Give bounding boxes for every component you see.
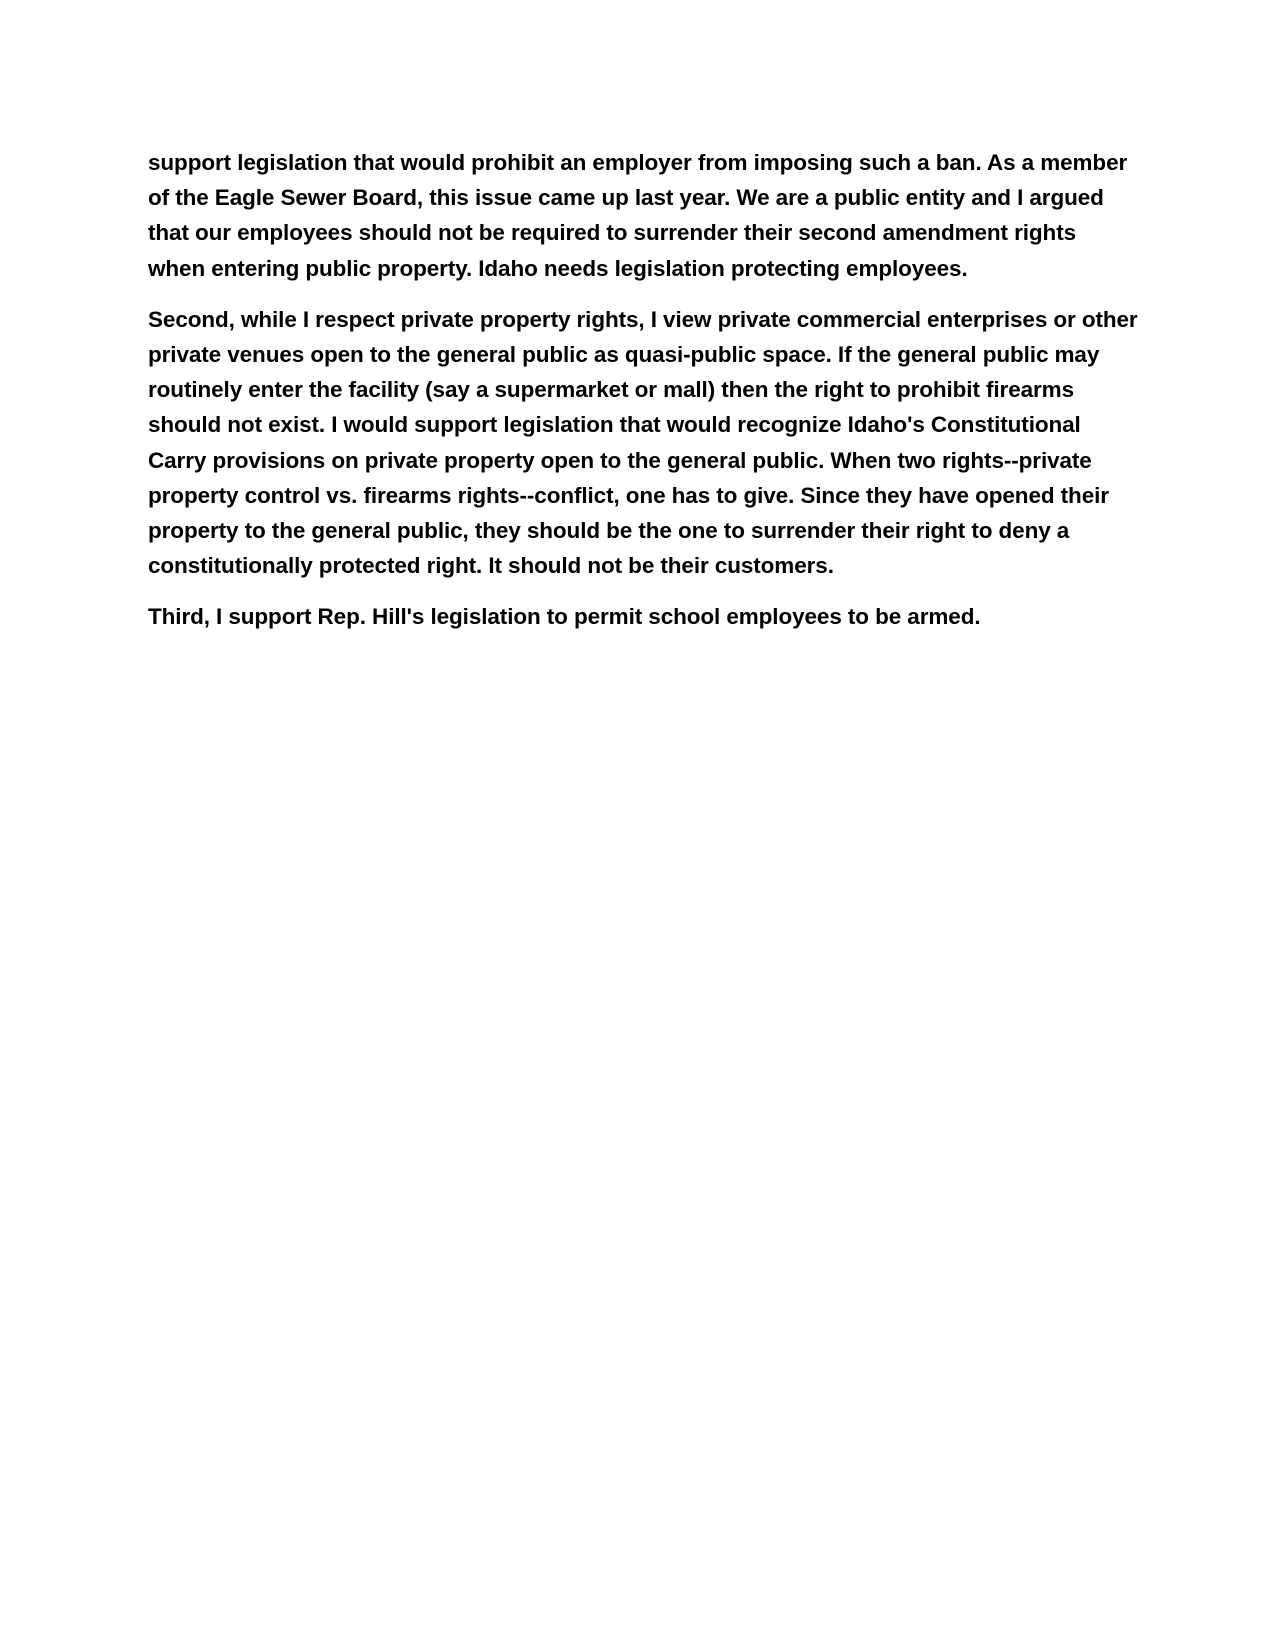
document-body [148, 145, 1138, 651]
paragraph-school-employees: Third, I support Rep. Hill's legislation to permit school employees to be armed. [148, 604, 981, 630]
paragraph-private-property: Second, while I respect private property rights, I view private commercial enterprises or other private venues open to the general public as quasi-public space. If the general public may routinely enter the facility (say a supermarket or mall) then the right to prohibit firearms should not exist. I would support legislation that would recognize Idaho's Constitutional Carry provisions on private property open to the general public. When two rights--private property control vs. firearms rights--conflict, one has to give. Since they have opened their property to the general public, they should be the one to surrender their right to deny a constitutionally protected right. It should not be their customers. [148, 306, 1138, 579]
paragraph-employer-ban: support legislation that would prohibit an employer from imposing such a ban. As a member of the Eagle Sewer Board, this issue came up last year. We are a public entity and I argued that our employees should not be required to surrender their second amendment rights when entering public property. Idaho needs legislation protecting employees. [148, 150, 1128, 281]
